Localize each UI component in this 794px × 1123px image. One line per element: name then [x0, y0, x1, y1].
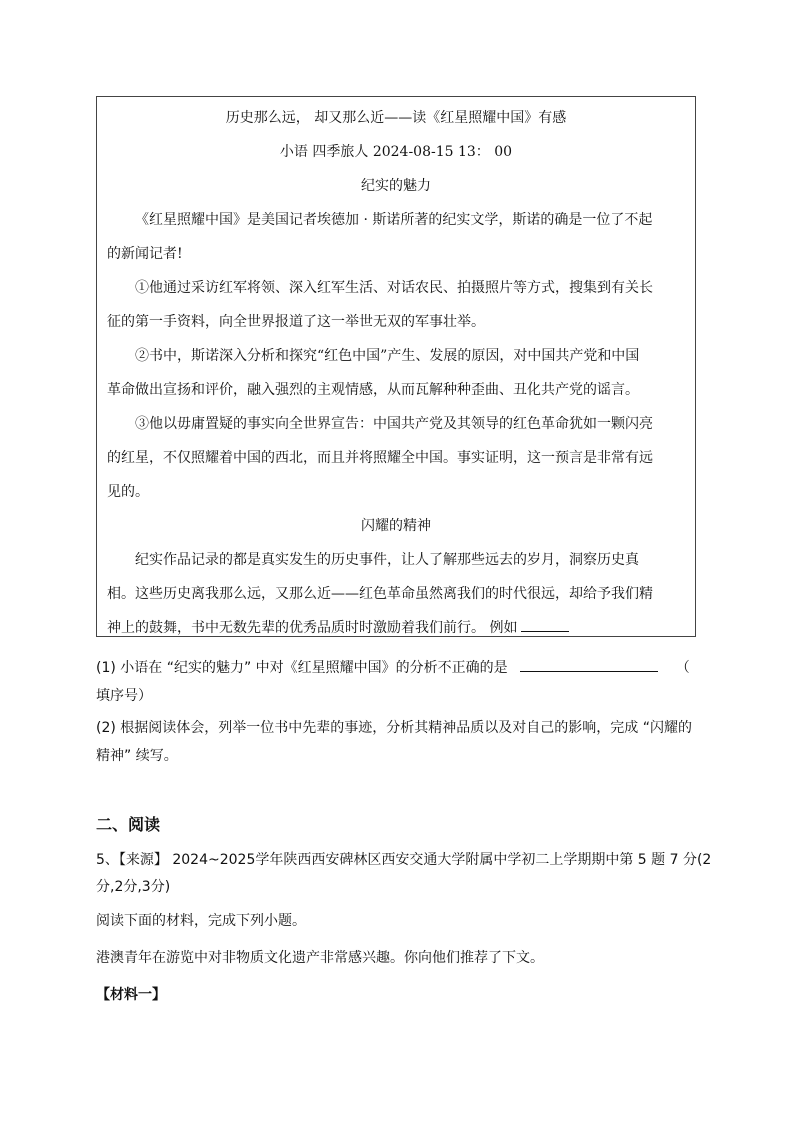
- item-5-instruction: 阅读下面的材料，完成下列小题。: [96, 913, 306, 929]
- section-heading-reading: 二、阅读: [96, 815, 161, 834]
- item-5-source-line: 5、【来源】 2024~2025学年陕西西安碑林区西安交通大学附属中学初二上学期期中第 5 题 7 分(2: [96, 852, 712, 868]
- section-heading-documentary-charm: 纪实的魅力: [361, 178, 431, 194]
- paragraph-line: ②书中，斯诺深入分析和探究“红色中国”产生、发展的原因，对中国共产党和中国: [135, 348, 640, 364]
- paragraph-line: ③他以毋庸置疑的事实向全世界宣告：中国共产党及其领导的红色革命犹如一颗闪亮: [135, 416, 653, 432]
- paragraph-line: 革命做出宣扬和评价，融入强烈的主观情感，从而瓦解种种歪曲、丑化共产党的谣言。: [107, 382, 639, 398]
- paragraph-text: 神上的鼓舞，书中无数先辈的优秀品质时时激励着我们前行。 例如: [107, 620, 518, 636]
- article-title: 历史那么远， 却又那么近——读《红星照耀中国》有感: [225, 110, 567, 126]
- article-box: [96, 96, 696, 637]
- answer-blank[interactable]: [521, 619, 569, 632]
- question-2-line: 精神” 续写。: [96, 748, 178, 764]
- material-label: 【材料一】: [96, 987, 166, 1003]
- item-5-intro: 港澳青年在游览中对非物质文化遗产非常感兴趣。你向他们推荐了下文。: [96, 950, 544, 966]
- question-1-paren: （: [675, 660, 690, 676]
- paragraph-line: 的红星，不仅照耀着中国的西北，而且并将照耀全中国。事实证明，这一预言是非常有远: [107, 450, 653, 466]
- paragraph-line: 的新闻记者!: [107, 246, 183, 262]
- question-1-text: (1) 小语在 “纪实的魅力” 中对《红星照耀中国》的分析不正确的是: [96, 660, 508, 676]
- article-byline: 小语 四季旅人 2024-08-15 13： 00: [279, 144, 513, 160]
- item-5-source-line: 分,2分,3分): [96, 879, 171, 895]
- paragraph-line: [107, 611, 685, 645]
- answer-blank[interactable]: [520, 659, 658, 672]
- paragraph-line: ①他通过采访红军将领、深入红军生活、对话农民、拍摄照片等方式，搜集到有关长: [135, 280, 653, 296]
- question-1: [96, 654, 706, 710]
- paragraph-line: 征的第一手资料，向全世界报道了这一举世无双的军事壮举。: [107, 314, 485, 330]
- paragraph-line: 《红星照耀中国》是美国记者埃德加 · 斯诺所著的纪实文学，斯诺的确是一位了不起: [135, 212, 653, 228]
- question-2-line: (2) 根据阅读体会，列举一位书中先辈的事迹，分析其精神品质以及对自己的影响，完成 “闪耀的: [96, 720, 692, 736]
- paragraph-line: 相。这些历史离我那么远，又那么近——红色革命虽然离我们的时代很远，却给予我们精: [107, 586, 653, 602]
- section-heading-shining-spirit: 闪耀的精神: [361, 518, 431, 534]
- question-1-line: [96, 654, 706, 682]
- paragraph-line: 见的。: [107, 484, 149, 500]
- question-1-line: 填序号）: [96, 688, 152, 704]
- paragraph-line: 纪实作品记录的都是真实发生的历史事件，让人了解那些远去的岁月，洞察历史真: [135, 552, 639, 568]
- question-2: [96, 714, 706, 770]
